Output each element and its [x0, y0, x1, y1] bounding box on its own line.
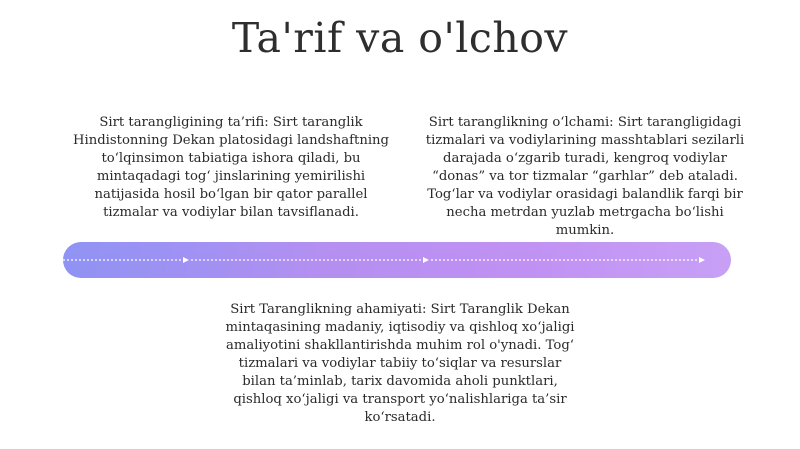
measurement-text: Sirt taranglikning o‘lchami: Sirt tarangligidagi tizmalari va vodiylarining masshtablari sezilarli darajada o‘zgarib turadi, kengroq vodiylar “donas” va tor tizmalar “garhlar” deb ataladi. Tog‘lar va vodiylar orasidagi balandlik farqi bir necha metrdan yuzlab metrgacha bo‘lishi mumkin. — [425, 115, 745, 238]
arrowhead-2-icon — [423, 257, 429, 263]
definition-text: Sirt tarangligining ta’rifi: Sirt taranglik Hindistonning Dekan platosidagi landshaftning to‘lqinsimon tabiatiga ishora qiladi, bu mintaqadagi tog‘ jinslarining yemirilishi natijasida hosil bo‘lgan bir qator parallel tizmalar va vodiylar bilan tavsiflanadi. — [73, 115, 389, 220]
timeline-arrows — [63, 242, 731, 278]
timeline-bar — [63, 242, 731, 278]
arrowhead-1-icon — [183, 257, 189, 263]
arrowhead-3-icon — [699, 257, 705, 263]
slide-title: Ta'rif va o'lchov — [231, 14, 569, 62]
significance-text: Sirt Taranglikning ahamiyati: Sirt Taranglik Dekan mintaqasining madaniy, iqtisodiy va qishloq xo‘jaligi amaliyotini shakllantirishda muhim rol o'ynadi. Tog‘ tizmalari va vodiylar tabiiy to‘siqlar va resurslar bilan ta’minlab, tarix davomida aholi punktlari, qishloq xo‘jaligi va transport yo‘nalishlariga ta’sir ko‘rsatadi. — [225, 302, 575, 425]
